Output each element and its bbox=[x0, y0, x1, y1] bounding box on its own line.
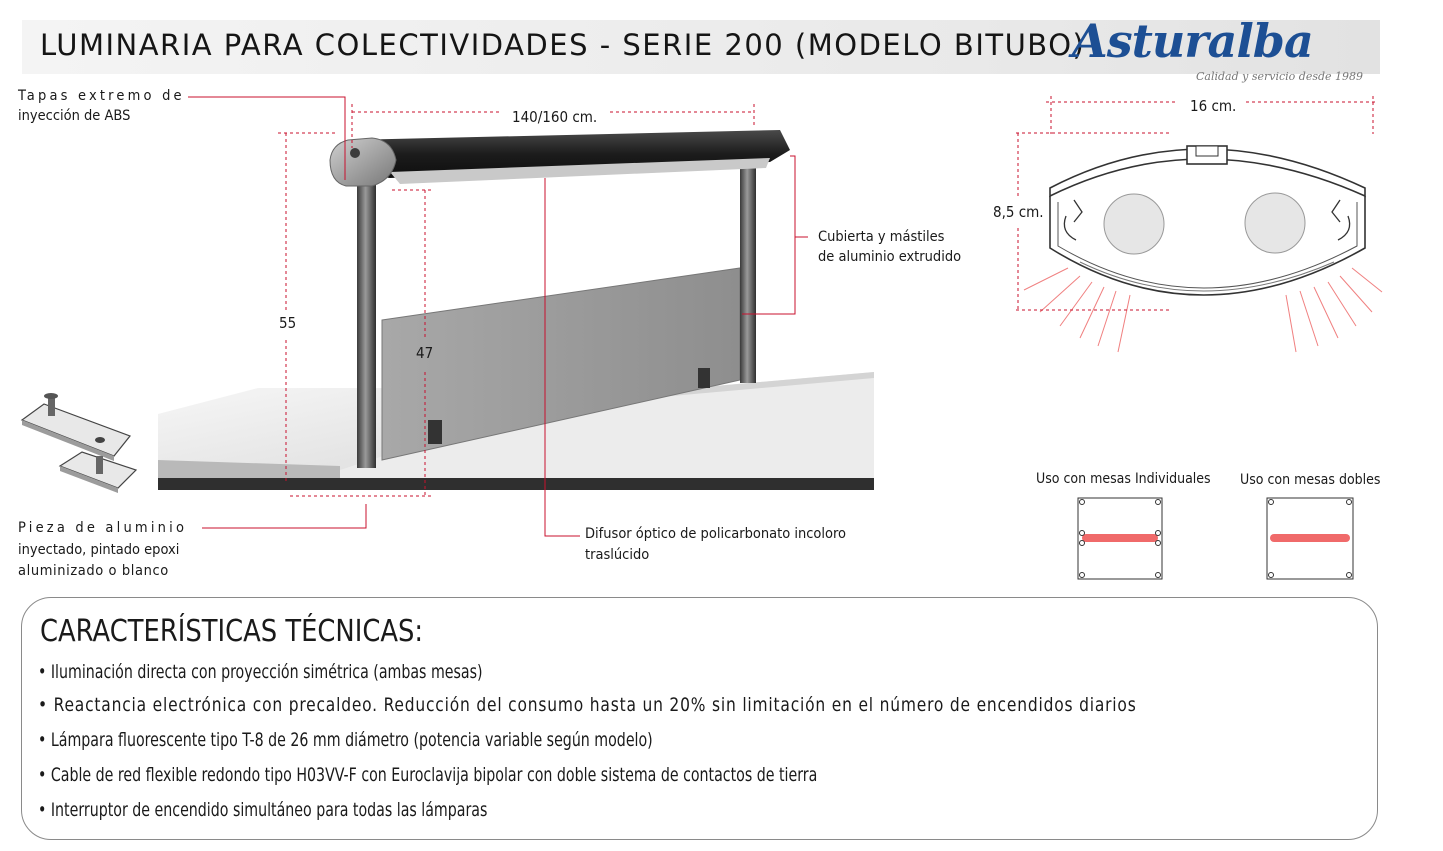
product-illustration bbox=[158, 130, 874, 490]
diffuser-label-line2: traslúcido bbox=[585, 547, 650, 563]
specs-title: CARACTERÍSTICAS TÉCNICAS: bbox=[40, 614, 424, 649]
spec-item: • Iluminación directa con proyección simétrica (ambas mesas) bbox=[38, 661, 483, 683]
cross-section bbox=[1050, 146, 1365, 295]
usage-double-label: Uso con mesas dobles bbox=[1240, 472, 1381, 488]
bracket-label-line1: Pieza de aluminio bbox=[18, 520, 188, 536]
spec-item: • Lámpara fluorescente tipo T-8 de 26 mm diámetro (potencia variable según modelo) bbox=[38, 729, 653, 751]
bracket-label-line2: inyectado, pintado epoxi bbox=[18, 542, 180, 558]
bracket-illustration bbox=[22, 393, 136, 493]
cover-label-line1: Cubierta y mástiles bbox=[818, 229, 945, 245]
spec-item: • Interruptor de encendido simultáneo para todas las lámparas bbox=[38, 799, 488, 821]
section-dimension-lines bbox=[1016, 96, 1376, 310]
brand-logo: Asturalba bbox=[1072, 14, 1313, 68]
section-width-label: 16 cm. bbox=[1190, 97, 1237, 115]
spec-item: • Cable de red flexible redondo tipo H03VV-F con Euroclavija bipolar con doble sistema de contactos de tierra bbox=[38, 764, 818, 786]
caps-label-line2: inyección de ABS bbox=[18, 108, 131, 124]
section-height-label: 8,5 cm. bbox=[993, 203, 1044, 221]
usage-individual-diagram bbox=[1078, 498, 1162, 579]
diffuser-label-line1: Difusor óptico de policarbonato incoloro bbox=[585, 526, 847, 542]
cover-label-line2: de aluminio extrudido bbox=[818, 249, 962, 265]
page-title: LUMINARIA PARA COLECTIVIDADES - SERIE 200 (MODELO BITUBO) bbox=[40, 28, 1086, 62]
usage-double-diagram bbox=[1267, 498, 1353, 579]
height-outer-label: 55 bbox=[279, 314, 297, 332]
length-dimension-label: 140/160 cm. bbox=[512, 108, 598, 126]
height-inner-label: 47 bbox=[416, 344, 434, 362]
bracket-label-line3: aluminizado o blanco bbox=[18, 563, 169, 579]
spec-item: • Reactancia electrónica con precaldeo. Reducción del consumo hasta un 20% sin limitación en el número de encendidos diarios bbox=[38, 694, 1137, 716]
brand-tagline: Calidad y servicio desde 1989 bbox=[1196, 70, 1364, 83]
caps-label-line1: Tapas extremo de bbox=[18, 88, 185, 104]
usage-individual-label: Uso con mesas Individuales bbox=[1036, 471, 1211, 487]
